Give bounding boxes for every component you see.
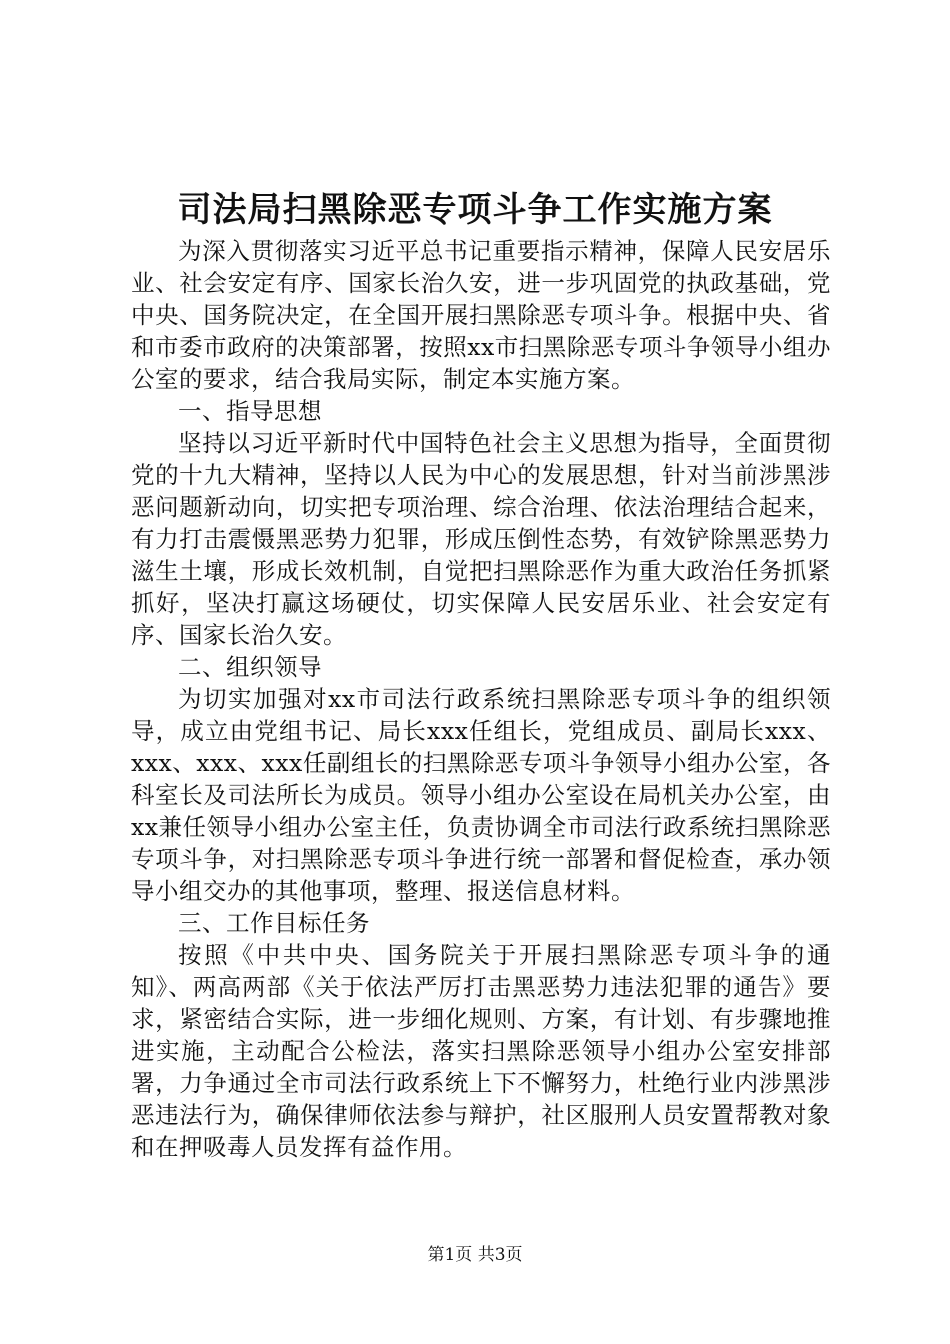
- document-body: [131, 235, 831, 1163]
- paragraph-targets: 按照《中共中央、国务院关于开展扫黑除恶专项斗争的通知》、两高两部《关于依法严厉打击黑恶势力违法犯罪的通告》要求，紧密结合实际，进一步细化规则、方案，有计划、有步骤地推进实施，主动配合公检法，落实扫黑除恶领导小组办公室安排部署，力争通过全市司法行政系统上下不懈努力，杜绝行业内涉黑涉恶违法行为，确保律师依法参与辩护，社区服刑人员安置帮教对象和在押吸毒人员发挥有益作用。: [131, 941, 831, 1161]
- section-heading-organization: 二、组织领导: [178, 653, 322, 681]
- page-footer: 第1页 共3页: [427, 1245, 523, 1265]
- document-title: 司法局扫黑除恶专项斗争工作实施方案: [177, 190, 773, 230]
- section-heading-targets: 三、工作目标任务: [178, 909, 370, 937]
- section-heading-guiding-thought: 一、指导思想: [178, 397, 322, 425]
- paragraph-intro: 为深入贯彻落实习近平总书记重要指示精神，保障人民安居乐业、社会安定有序、国家长治久安，进一步巩固党的执政基础，党中央、国务院决定，在全国开展扫黑除恶专项斗争。根据中央、省和市委市政府的决策部署，按照xx市扫黑除恶专项斗争领导小组办公室的要求，结合我局实际，制定本实施方案。: [131, 237, 831, 393]
- paragraph-organization: 为切实加强对xx市司法行政系统扫黑除恶专项斗争的组织领导，成立由党组书记、局长xxx任组长，党组成员、副局长xxx、xxx、xxx、xxx任副组长的扫黑除恶专项斗争领导小组办公室，各科室长及司法所长为成员。领导小组办公室设在局机关办公室，由xx兼任领导小组办公室主任，负责协调全市司法行政系统扫黑除恶专项斗争，对扫黑除恶专项斗争进行统一部署和督促检查，承办领导小组交办的其他事项，整理、报送信息材料。: [131, 685, 831, 905]
- paragraph-guiding-thought: 坚持以习近平新时代中国特色社会主义思想为指导，全面贯彻党的十九大精神，坚持以人民为中心的发展思想，针对当前涉黑涉恶问题新动向，切实把专项治理、综合治理、依法治理结合起来，有力打击震慑黑恶势力犯罪，形成压倒性态势，有效铲除黑恶势力滋生土壤，形成长效机制，自觉把扫黑除恶作为重大政治任务抓紧抓好，坚决打赢这场硬仗，切实保障人民安居乐业、社会安定有序、国家长治久安。: [131, 429, 831, 649]
